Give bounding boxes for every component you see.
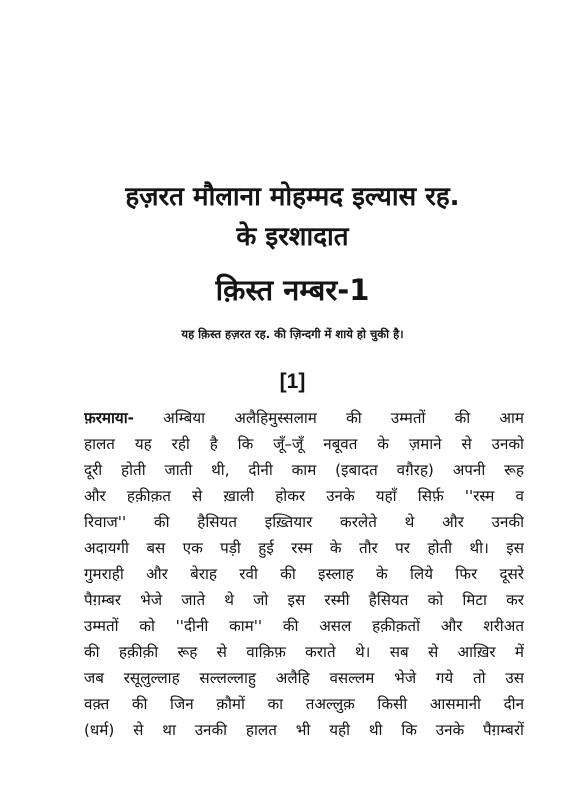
page-title-line-1: हज़रत मौलाना मोहम्मद इल्यास रह. [125,182,460,212]
paragraph-line-6: अदायगी बस एक पड़ी हुई रस्म के तौर पर होती थी। इस [84,539,524,557]
paragraph-line-text: अम्बिया अलैहिमुस्सलाम की उम्मतों की आम [133,409,524,427]
paragraph-line-10: की हक़ीक़ी रूह से वाक़िफ़ कराते थे। सब से आख़िर में [84,643,524,661]
paragraph-line-11: जब रसूलुल्लाह सल्लल्लाहु अलैहि वसल्लम भेजे गये तो उस [84,669,524,687]
paragraph-line-5: रिवाज'' की हैसियत इख़्तियार करलेते थे और उनकी [84,513,524,531]
paragraph-line-2: हालत यह रही है कि जूँ–जूँ नबूवत के ज़माने से उनको [84,435,524,453]
installment-heading: क़िस्त नम्बर-1 [215,273,370,307]
paragraph-line-7: गुमराही और बेराह रवी की इस्लाह के लिये फिर दूसरे [84,565,524,583]
paragraph-line-9: उम्मतों को ''दीनी काम'' की असल हक़ीक़तों और शरीअत [84,617,524,635]
paragraph-lead: फ़रमाया- [84,409,134,427]
page-title-line-2: के इरशादात [236,222,349,252]
paragraph-line-3: दूरी होती जाती थी, दीनी काम (इबादत वग़ैरह) अपनी रूह [84,461,524,479]
paragraph-line-8: पैग़म्बर भेजे जाते थे जो इस रस्मी हैसियत को मिटा कर [84,591,524,609]
section-number: [1] [279,370,306,393]
paragraph-line-13: (धर्म) से था उनकी हालत भी यही थी कि उनके पैग़म्बरों [84,721,524,739]
paragraph-line-4: और हक़ीक़त से ख़ाली होकर उनके यहाँ सिर्फ़ ''रस्म व [84,487,524,505]
paragraph-line-1 [84,405,524,431]
installment-note: यह क़िस्त हज़रत रह. की ज़िन्दगी में शाये हो चुकी है। [181,327,404,341]
paragraph-line-12: वक़्त की जिन क़ौमों का तअल्लुक़ किसी आसमानी दीन [84,695,524,713]
paragraph [84,405,524,743]
